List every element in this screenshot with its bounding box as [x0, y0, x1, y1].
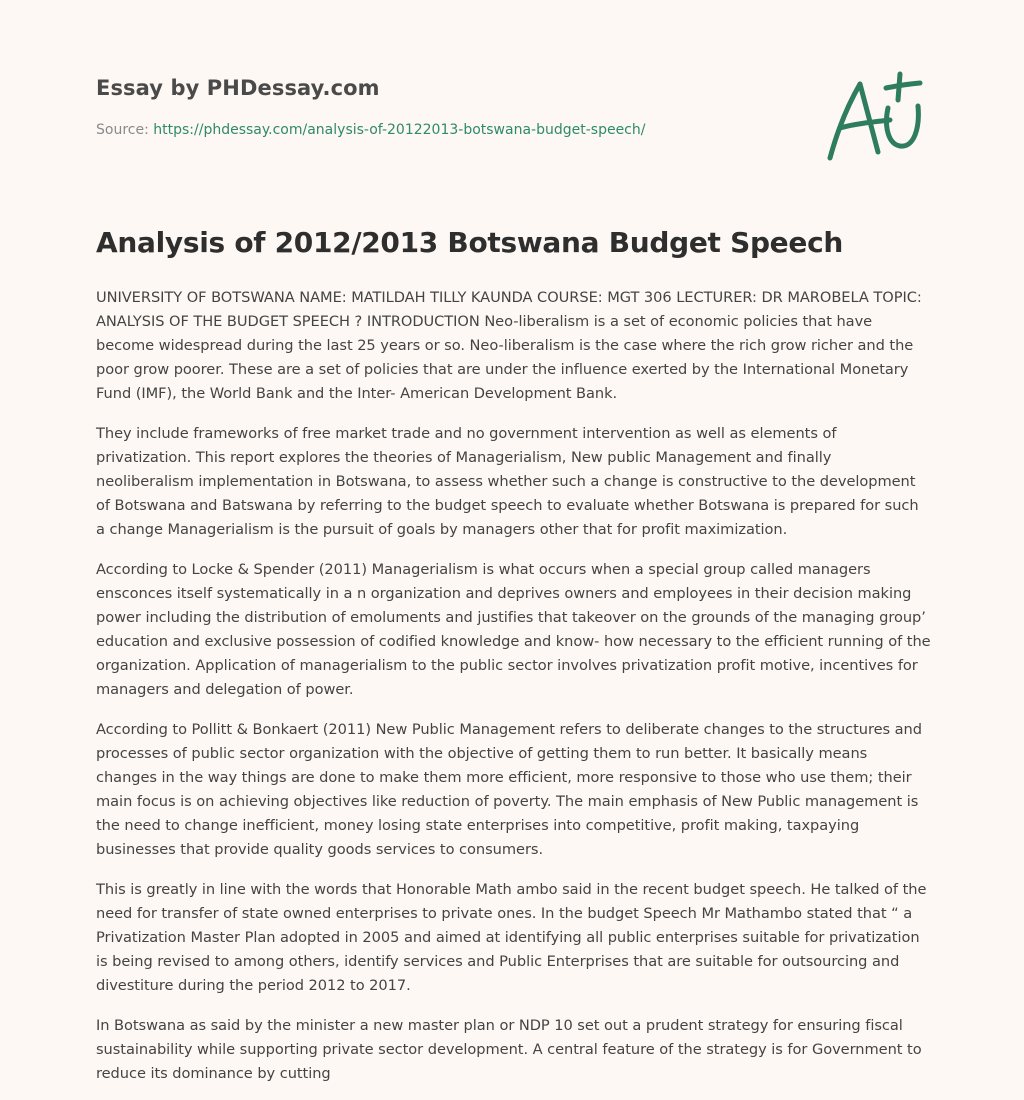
article-paragraph: According to Locke & Spender (2011) Managerialism is what occurs when a special group called managers ensconces itself systematically in a n organization and deprives owners and employees in their decision making power including the distribution of emoluments and justifies that takeover on the grounds of the managing group’ education and exclusive possession of codified knowledge and know- how necessary to the efficient running of the organization. Application of managerialism to the public sector involves privatization profit motive, incentives for managers and delegation of power. [96, 561, 931, 698]
a-plus-icon [820, 66, 930, 166]
source-link[interactable]: https://phdessay.com/analysis-of-20122013-botswana-budget-speech/ [153, 122, 646, 138]
source-label: Source: [96, 122, 154, 138]
article-paragraph: In Botswana as said by the minister a new master plan or NDP 10 set out a prudent strategy for ensuring fiscal sustainability while supporting private sector development. A central feature of the strategy is for Government to reduce its dominance by cutting [96, 1017, 922, 1082]
article-paragraph: This is greatly in line with the words that Honorable Math ambo said in the recent budget speech. He talked of the need for transfer of state owned enterprises to private ones. In the budget Speech Mr Mathambo stated that “ a Privatization Master Plan adopted in 2005 and aimed at identifying all public enterprises suitable for privatization is being revised to among others, identify services and Public Enterprises that are suitable for outsourcing and divestiture during the period 2012 to 2017. [96, 881, 927, 994]
site-header [96, 76, 796, 138]
article-paragraph: According to Pollitt & Bonkaert (2011) New Public Management refers to deliberate changes to the structures and processes of public sector organization with the objective of getting them to run better. It basically means changes in the way things are done to make them more efficient, more responsive to those who use them; their main focus is on achieving objectives like reduction of poverty. The main emphasis of New Public management is the need to change inefficient, money losing state enterprises into competitive, profit making, taxpaying businesses that provide quality goods services to consumers. [96, 721, 922, 858]
source-line [96, 122, 796, 138]
article-paragraph: They include frameworks of free market trade and no government intervention as well as elements of privatization. This report explores the theories of Managerialism, New public Management and finally neoliberalism implementation in Botswana, to assess whether such a change is constructive to the development of Botswana and Batswana by referring to the budget speech to evaluate whether Botswana is prepared for such a change Managerialism is the pursuit of goals by managers other that for profit maximization. [96, 425, 919, 538]
article-body [96, 286, 932, 1100]
site-title: Essay by PHDessay.com [96, 76, 380, 100]
article-title: Analysis of 2012/2013 Botswana Budget Speech [96, 226, 843, 259]
article-paragraph: UNIVERSITY OF BOTSWANA NAME: MATILDAH TILLY KAUNDA COURSE: MGT 306 LECTURER: DR MAROBELA TOPIC: ANALYSIS OF THE BUDGET SPEECH ? INTRODUCTION Neo-liberalism is a set of economic policies that have become widespread during the last 25 years or so. Neo-liberalism is the case where the rich grow richer and the poor grow poorer. These are a set of policies that are under the influence exerted by the International Monetary Fund (IMF), the World Bank and the Inter- American Development Bank. [96, 289, 922, 402]
